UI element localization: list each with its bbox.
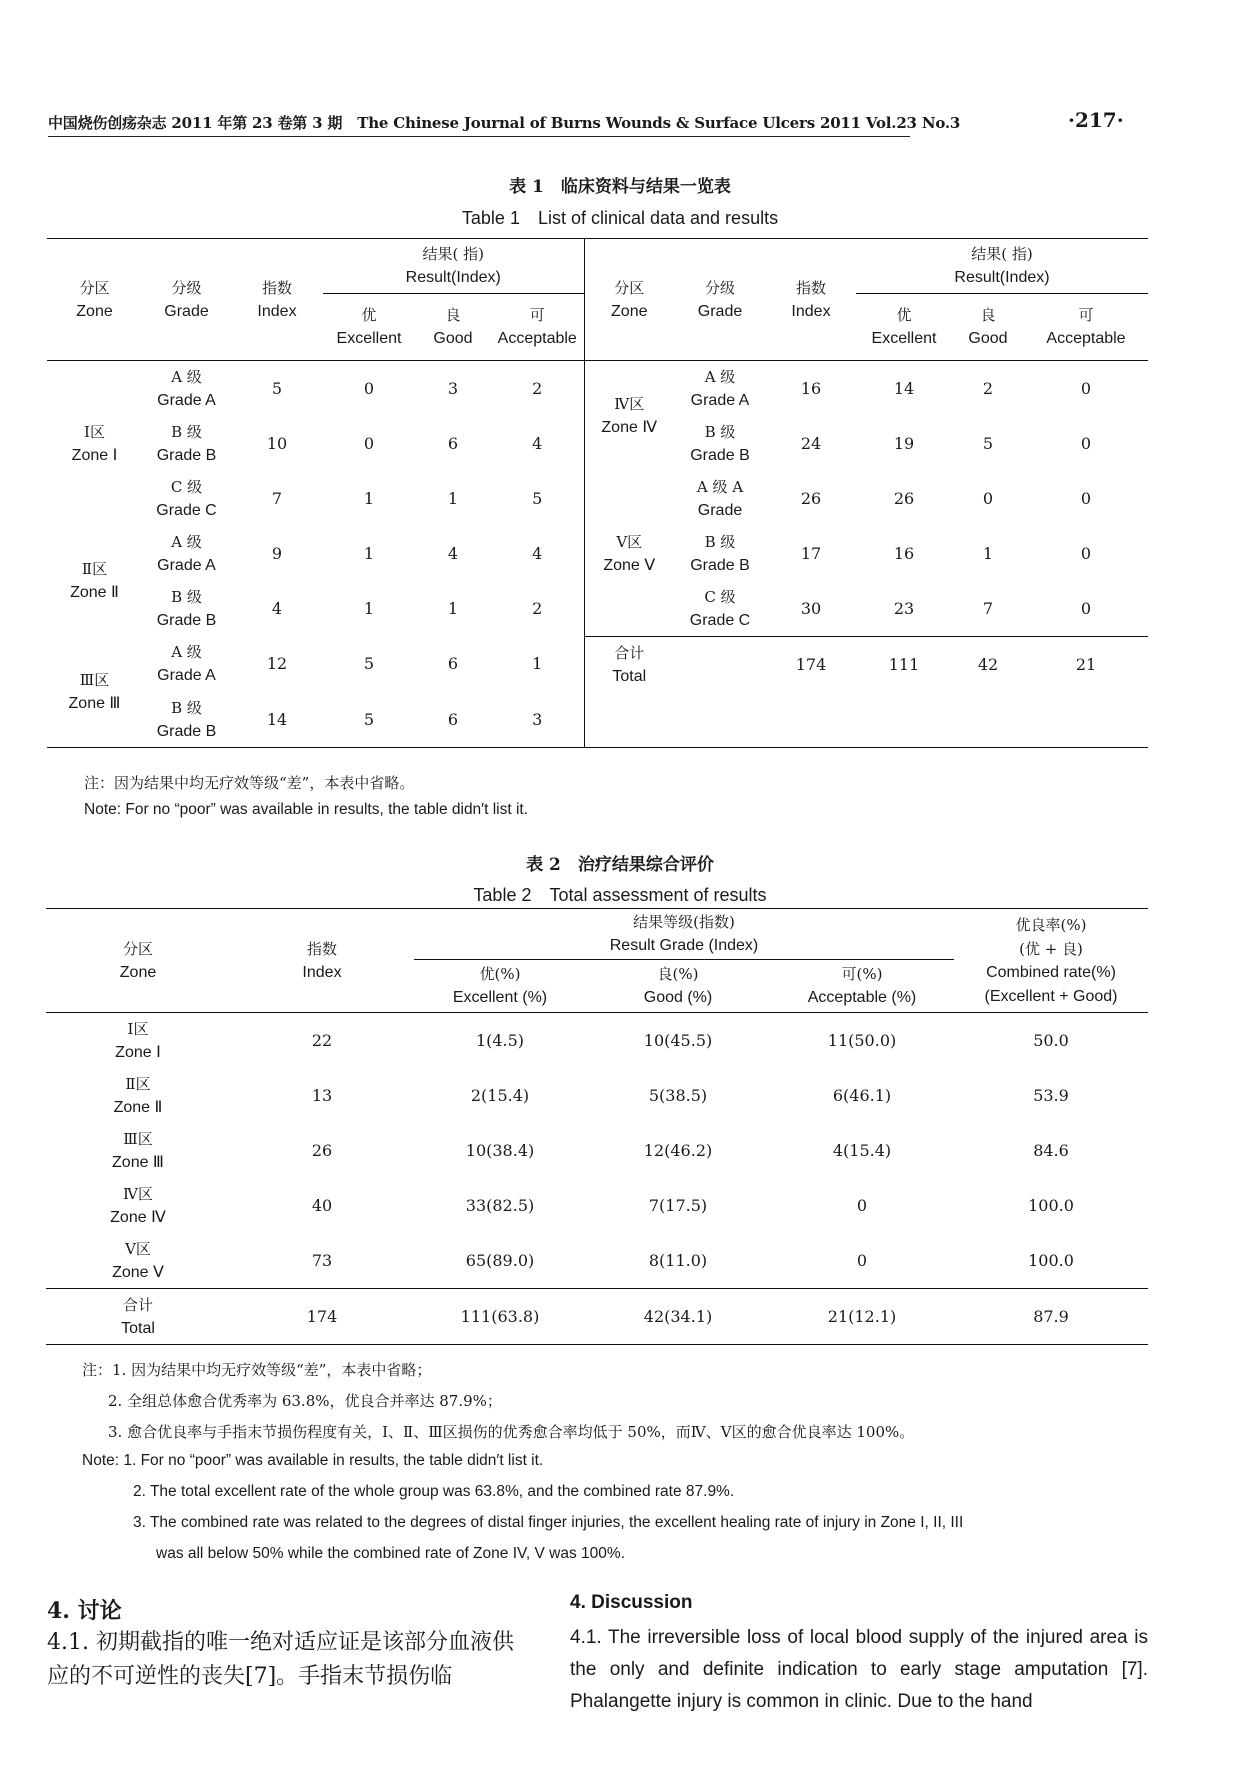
- index-cell: 24: [800, 433, 822, 453]
- grade-label-cn: A 级: [171, 367, 202, 386]
- total-label-cn: 合计: [122, 1295, 153, 1314]
- excellent-cell: 1: [363, 543, 375, 563]
- excellent-cell: 0: [363, 433, 375, 453]
- table-row: [46, 1068, 1148, 1123]
- index-cell: 12: [266, 654, 288, 674]
- grade-label-en: Grade B: [156, 722, 217, 740]
- total-index-cell: 174: [230, 1289, 414, 1345]
- table2-note-en-4: was all below 50% while the combined rate of Zone IV, V was 100%.: [156, 1545, 625, 1562]
- good-cell: 6: [447, 654, 459, 674]
- grade-label-cn: A 级: [171, 532, 202, 551]
- zone-label-en: Zone Ⅰ: [115, 1043, 161, 1061]
- acceptable-cell: 0: [856, 1195, 868, 1215]
- zone-header-cn: 分区: [122, 939, 153, 958]
- excellent-cell: 1(4.5): [475, 1030, 525, 1050]
- zone-label-cn: Ⅳ区: [614, 395, 645, 413]
- grade-label-cn: A 级 A: [696, 477, 744, 496]
- excellent-cell: 26: [893, 488, 915, 508]
- total-label-en: Total: [612, 667, 647, 685]
- result-header-en: Result(Index): [954, 269, 1050, 286]
- index-cell: 26: [800, 488, 822, 508]
- rate-header-en: Combined rate(%): [986, 963, 1116, 981]
- zone-label-en: Zone Ⅱ: [113, 1098, 163, 1116]
- excellent-header-cn: 优(%): [479, 965, 521, 983]
- grade-header-en: Result Grade (Index): [609, 937, 759, 954]
- good-header-cn: 良(%): [657, 965, 699, 983]
- excellent-cell: 2(15.4): [470, 1085, 530, 1105]
- table-row: [46, 1289, 1148, 1345]
- rate-cell: 50.0: [1033, 1030, 1069, 1050]
- table2-note-cn-1: 注：1. 因为结果中均无疗效等级“差”，本表中省略；: [82, 1361, 432, 1379]
- index-cell: 13: [311, 1085, 333, 1105]
- index-header-cn: 指数: [306, 939, 337, 958]
- total-excellent-cell: 111(63.8): [414, 1289, 586, 1345]
- grade-label-cn: A 级: [171, 643, 202, 662]
- zone-label-cn: Ⅲ区: [123, 1129, 153, 1148]
- table2-caption-en: Table 2 Total assessment of results: [473, 885, 767, 905]
- good-header-en: Good (%): [643, 989, 713, 1006]
- table-row: [46, 1013, 1148, 1069]
- index-header-en: Index: [257, 302, 297, 320]
- index-header-cn: 指数: [261, 278, 292, 297]
- acceptable-cell: 2: [491, 361, 584, 417]
- acceptable-cell: 0: [1080, 378, 1092, 398]
- zone-label-cn: Ⅳ区: [123, 1184, 153, 1203]
- acceptable-header-en: Acceptable: [1046, 330, 1126, 347]
- index-cell: 14: [266, 709, 288, 729]
- index-header-en: Index: [791, 302, 831, 320]
- table1-header-row: [47, 239, 1148, 294]
- rate-cell: 53.9: [1033, 1085, 1069, 1105]
- discussion-heading-en: 4. Discussion: [570, 1592, 693, 1613]
- table-row: [46, 1123, 1148, 1178]
- page-number: ·217·: [1068, 108, 1124, 132]
- excellent-header-cn: 优: [896, 306, 912, 324]
- grade-header-en: Grade: [164, 302, 209, 320]
- good-cell: 7: [982, 598, 994, 618]
- index-cell: 26: [311, 1140, 333, 1160]
- zone-header-en: Zone: [76, 302, 113, 320]
- table2-note-en-2: 2. The total excellent rate of the whole group was 63.8%, and the combined rate 87.9%.: [133, 1483, 735, 1500]
- discussion-heading-cn: 4. 讨论: [47, 1598, 122, 1624]
- total-good-cell: 42: [952, 637, 1024, 693]
- zone-label-cn: Ⅰ区: [84, 422, 105, 441]
- acceptable-header-en: Acceptable (%): [807, 989, 917, 1006]
- zone-label-cn: Ⅱ区: [81, 560, 108, 579]
- grade-label-en: Grade C: [689, 611, 751, 629]
- acceptable-cell: 1: [491, 637, 584, 693]
- zone-header-cn: 分区: [79, 278, 110, 297]
- zone-label-en: Zone Ⅰ: [71, 446, 118, 464]
- excellent-cell: 19: [893, 433, 915, 453]
- grade-label-cn: C 级: [170, 477, 203, 496]
- grade-label-cn: B 级: [171, 422, 202, 441]
- grade-label-en: Grade B: [156, 446, 217, 464]
- journal-name-cn: 中国烧伤创疡杂志 2011 年第 23 卷第 3 期: [48, 114, 343, 132]
- zone-header-en: Zone: [119, 963, 157, 981]
- rate-header-en-sub: (Excellent + Good): [984, 987, 1118, 1005]
- rate-cell: 100.0: [1028, 1195, 1074, 1215]
- grade-label-en: Grade A: [157, 391, 216, 409]
- good-cell: 7(17.5): [648, 1195, 708, 1215]
- table1-note-cn: 注：因为结果中均无疗效等级“差”，本表中省略。: [84, 774, 415, 792]
- rate-header-cn-sub: (优 + 良): [1019, 939, 1083, 958]
- zone-header-en: Zone: [611, 302, 648, 320]
- good-cell: 1: [982, 543, 994, 563]
- acceptable-cell: 4: [491, 416, 584, 471]
- acceptable-cell: 0: [1080, 488, 1092, 508]
- table2-note-en-1: Note: 1. For no “poor” was available in results, the table didn′t list it.: [82, 1452, 544, 1469]
- acceptable-header-cn: 可: [529, 306, 545, 324]
- acceptable-header-cn: 可(%): [841, 965, 883, 983]
- acceptable-header-en: Acceptable: [497, 330, 577, 347]
- result-header-cn: 结果( 指): [971, 245, 1033, 263]
- total-good-cell: 42(34.1): [586, 1289, 770, 1345]
- grade-header-cn: 分级: [171, 278, 202, 297]
- zone-label-en: Zone Ⅳ: [601, 419, 658, 436]
- grade-label-cn: B 级: [704, 532, 736, 551]
- good-cell: 4: [447, 543, 459, 563]
- table2-caption-cn: 表 2 治疗结果综合评价: [526, 855, 714, 875]
- excellent-header-cn: 优: [361, 306, 377, 324]
- table-row: [47, 637, 1148, 693]
- index-cell: 30: [800, 598, 822, 618]
- excellent-header-en: Excellent (%): [452, 989, 548, 1006]
- total-acceptable-cell: 21: [1024, 637, 1148, 693]
- excellent-cell: 1: [363, 598, 375, 618]
- index-cell: 16: [800, 378, 822, 398]
- zone-header-cn: 分区: [614, 278, 645, 297]
- assessment-table: [46, 908, 1148, 1345]
- acceptable-cell: 0: [856, 1250, 868, 1270]
- total-excellent-cell: 111: [856, 637, 952, 693]
- table2-note-cn-2: 2. 全组总体愈合优秀率为 63.8%，优良合并率达 87.9%；: [108, 1392, 502, 1410]
- acceptable-cell: 3: [491, 692, 584, 748]
- excellent-cell: 16: [893, 543, 915, 563]
- zone-label-en: Zone Ⅴ: [112, 1263, 164, 1281]
- zone-label-cn: Ⅴ区: [616, 532, 643, 551]
- acceptable-header-cn: 可: [1078, 306, 1094, 324]
- good-header-cn: 良: [980, 306, 996, 324]
- grade-label-cn: B 级: [704, 422, 736, 441]
- index-cell: 73: [311, 1250, 333, 1270]
- grade-label-en: Grade: [697, 501, 743, 519]
- good-cell: 5(38.5): [648, 1085, 708, 1105]
- table-row: [46, 1233, 1148, 1289]
- grade-label-cn: C 级: [704, 587, 736, 606]
- clinical-data-table: [47, 238, 1148, 748]
- grade-label-cn: B 级: [171, 698, 202, 717]
- good-cell: 1: [447, 488, 459, 508]
- good-cell: 0: [982, 488, 994, 508]
- excellent-cell: 5: [363, 654, 375, 674]
- good-header-en: Good: [433, 330, 473, 347]
- grade-label-en: Grade B: [156, 611, 217, 629]
- excellent-cell: 23: [893, 598, 915, 618]
- grade-label-cn: B 级: [171, 587, 202, 606]
- running-header: [48, 112, 961, 137]
- acceptable-cell: 0: [1080, 598, 1092, 618]
- table-row: [46, 1178, 1148, 1233]
- grade-label-en: Grade C: [156, 501, 217, 519]
- excellent-cell: 14: [893, 378, 915, 398]
- index-header-cn: 指数: [795, 278, 826, 297]
- acceptable-cell: 0: [1080, 543, 1092, 563]
- total-rate-cell: 87.9: [954, 1289, 1148, 1345]
- excellent-cell: 5: [363, 709, 375, 729]
- good-cell: 2: [982, 378, 994, 398]
- zone-label-cn: Ⅱ区: [125, 1074, 151, 1093]
- acceptable-cell: 6(46.1): [832, 1085, 892, 1105]
- good-cell: 1: [447, 598, 459, 618]
- acceptable-cell: 5: [491, 471, 584, 526]
- index-cell: 10: [266, 433, 288, 453]
- zone-label-cn: Ⅲ区: [79, 670, 110, 689]
- zone-label-en: Zone Ⅲ: [112, 1153, 164, 1171]
- good-cell: 6: [447, 433, 459, 453]
- grade-label-en: Grade B: [690, 446, 750, 464]
- excellent-cell: 1: [363, 488, 375, 508]
- grade-header-en: Grade: [697, 302, 743, 320]
- table1-caption-cn: 表 1 临床资料与结果一览表: [509, 177, 731, 197]
- journal-name-en: The Chinese Journal of Burns Wounds & Surface Ulcers 2011 Vol.23 No.3: [357, 114, 961, 132]
- excellent-header-en: Excellent: [336, 330, 402, 347]
- total-label-en: Total: [121, 1319, 155, 1337]
- zone-label-en: Zone Ⅱ: [70, 584, 119, 602]
- good-header-cn: 良: [445, 306, 461, 324]
- table1-caption-en: Table 1 List of clinical data and results: [461, 208, 779, 228]
- table2-note-en-3: 3. The combined rate was related to the degrees of distal finger injuries, the excellent healing rate of injury in Zone I, II, III: [133, 1514, 964, 1531]
- grade-header-cn: 分级: [704, 278, 735, 297]
- acceptable-cell: 4: [491, 526, 584, 581]
- grade-label-en: Grade B: [690, 556, 750, 574]
- table-row: [47, 361, 1148, 417]
- good-cell: 5: [982, 433, 994, 453]
- excellent-header-en: Excellent: [871, 330, 937, 347]
- result-header-cn: 结果( 指): [422, 245, 484, 263]
- zone-label-cn: Ⅰ区: [127, 1019, 149, 1038]
- good-cell: 3: [447, 378, 459, 398]
- discussion-paragraph-en: 4.1. The irreversible loss of local blood supply of the injured area is the only and definite indication to early stage amputation [7]. Phalangette injury is common in clinic. Due to the hand: [570, 1627, 1148, 1712]
- total-acceptable-cell: 21(12.1): [770, 1289, 954, 1345]
- good-cell: 10(45.5): [643, 1030, 713, 1050]
- zone-label-en: Zone Ⅴ: [603, 556, 656, 574]
- index-cell: 22: [311, 1030, 333, 1050]
- table2-note-cn-3: 3. 愈合优良率与手指末节损伤程度有关，Ⅰ、Ⅱ、Ⅲ区损伤的优秀愈合率均低于 50%，而Ⅳ、Ⅴ区的愈合优良率达 100%。: [108, 1423, 915, 1441]
- index-cell: 5: [271, 378, 283, 398]
- total-index-cell: 174: [766, 637, 856, 693]
- rate-header-cn: 优良率(%): [1015, 915, 1087, 934]
- good-cell: 6: [447, 709, 459, 729]
- acceptable-cell: 4(15.4): [832, 1140, 892, 1160]
- good-header-en: Good: [968, 330, 1008, 347]
- table2-header-row: [46, 909, 1148, 960]
- grade-label-en: Grade A: [690, 391, 750, 409]
- acceptable-cell: 2: [491, 581, 584, 637]
- total-label-cn: 合计: [614, 643, 645, 662]
- index-cell: 7: [271, 488, 283, 508]
- index-cell: 9: [271, 543, 283, 563]
- grade-header-cn: 结果等级(指数): [633, 913, 735, 931]
- index-cell: 40: [311, 1195, 333, 1215]
- rate-cell: 100.0: [1028, 1250, 1074, 1270]
- excellent-cell: 33(82.5): [465, 1195, 535, 1215]
- index-cell: 4: [271, 598, 283, 618]
- excellent-cell: 0: [363, 378, 375, 398]
- grade-label-en: Grade A: [157, 667, 216, 685]
- result-header-en: Result(Index): [405, 269, 501, 286]
- table-row: [47, 692, 1148, 748]
- zone-label-cn: Ⅴ区: [125, 1239, 151, 1258]
- rate-cell: 84.6: [1033, 1140, 1069, 1160]
- excellent-cell: 65(89.0): [465, 1250, 535, 1270]
- zone-label-en: Zone Ⅲ: [68, 694, 121, 712]
- table-row: [47, 471, 1148, 526]
- good-cell: 8(11.0): [648, 1250, 708, 1270]
- index-cell: 17: [800, 543, 822, 563]
- grade-label-en: Grade A: [157, 556, 216, 574]
- excellent-cell: 10(38.4): [465, 1140, 535, 1160]
- table1-note-en: Note: For no “poor” was available in results, the table didn′t list it.: [84, 801, 529, 818]
- discussion-paragraph-cn: 4.1. 初期截指的唯一绝对适应证是该部分血液供应的不可逆性的丧失[7]。手指末节损伤临: [47, 1630, 514, 1689]
- good-cell: 12(46.2): [643, 1140, 713, 1160]
- index-header-en: Index: [302, 963, 342, 981]
- zone-label-en: Zone Ⅳ: [110, 1208, 166, 1226]
- grade-label-cn: A 级: [704, 367, 736, 386]
- acceptable-cell: 0: [1080, 433, 1092, 453]
- acceptable-cell: 11(50.0): [827, 1030, 897, 1050]
